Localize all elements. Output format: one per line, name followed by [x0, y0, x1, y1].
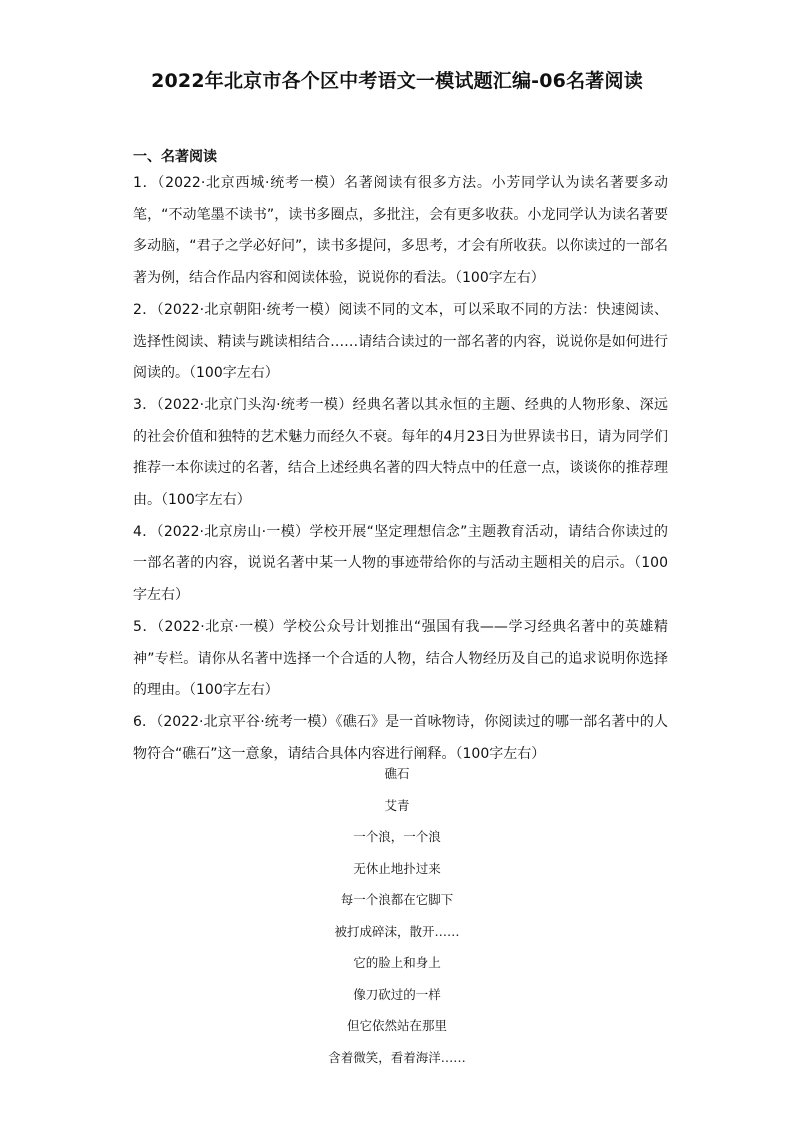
section-heading: 一、名著阅读 [133, 149, 217, 165]
poem [0, 758, 794, 1073]
question-list [133, 168, 668, 770]
poem-line: 但它依然站在那里 [346, 1018, 447, 1033]
question-1: 1．（2022·北京西城·统考一模）名著阅读有很多方法。小芳同学认为读名著要多动笔，“不动笔墨不读书”，读书多圈点，多批注，会有更多收获。小龙同学认为读名著要多动脑，“君子之学必好问”，读书多提问，多思考，才会有所收获。以你读过的一部名著为例，结合作品内容和阅读体验，说说你的看法。（100字左右） [133, 175, 668, 287]
poem-author: 艾青 [384, 797, 410, 813]
poem-line: 像刀砍过的一样 [353, 986, 441, 1002]
question-2: 2．（2022·北京朝阳·统考一模）阅读不同的文本，可以采取不同的方法：快速阅读、选择性阅读、精读与跳读相结合……请结合读过的一部名著的内容，说说你是如何进行阅读的。（100字左右） [133, 301, 668, 382]
poem-title: 礁石 [384, 766, 410, 781]
poem-line: 含着微笑，看着海洋…… [328, 1049, 466, 1065]
poem-line: 一个浪，一个浪 [353, 829, 441, 844]
question-6: 6．（2022·北京平谷·统考一模）《礁石》是一首咏物诗，你阅读过的哪一部名著中的人物符合“礁石”这一意象，请结合具体内容进行阐释。（100字左右） [133, 713, 668, 762]
poem-line: 它的脸上和身上 [353, 955, 441, 970]
document-title: 2022年北京市各个区中考语文一模试题汇编-06名著阅读 [151, 70, 643, 92]
question-5: 5．（2022·北京·一模）学校公众号计划推出“强国有我——学习经典名著中的英雄精神”专栏。请你从名著中选择一个合适的人物，结合人物经历及自己的追求说明你选择的理由。（100字左右） [133, 618, 668, 699]
question-4: 4．（2022·北京房山·一模）学校开展“坚定理想信念”主题教育活动，请结合你读过的一部名著的内容，说说名著中某一人物的事迹带给你的与活动主题相关的启示。（100字左右） [133, 523, 668, 604]
poem-line: 被打成碎沫，散开…… [334, 923, 460, 939]
question-3: 3．（2022·北京门头沟·统考一模）经典名著以其永恒的主题、经典的人物形象、深远的社会价值和独特的艺术魅力而经久不衰。每年的4月23日为世界读书日，请为同学们推荐一本你读过的名著，结合上述经典名著的四大特点中的任意一点，谈谈你的推荐理由。（100字左右） [133, 396, 668, 509]
poem-line: 无休止地扑过来 [353, 860, 441, 876]
poem-line: 每一个浪都在它脚下 [340, 892, 454, 907]
